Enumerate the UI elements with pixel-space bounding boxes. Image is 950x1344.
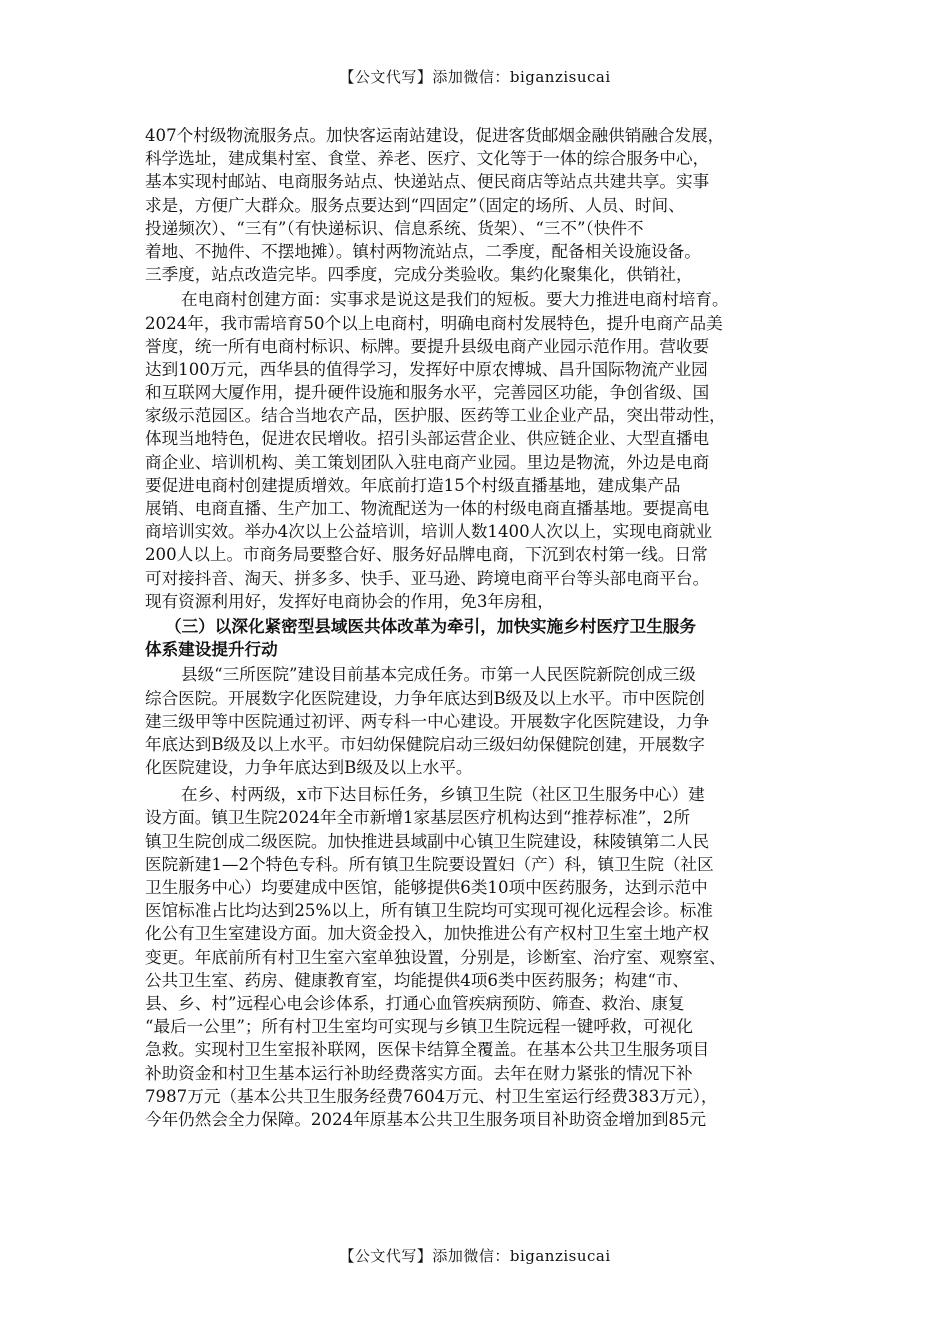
paragraph-line: 急救。实现村卫生室报补联网，医保卡结算全覆盖。在基本公共卫生服务项目 — [145, 1040, 710, 1060]
paragraph-line: 着地、不抛件、不摆地摊）。镇村两物流站点，二季度，配备相关设施设备。 — [145, 241, 701, 261]
paragraph-line: 商企业、培训机构、美工策划团队入驻电商产业园。里边是物流，外边是电商 — [145, 452, 710, 472]
paragraph-line: 三季度，站点改造完毕。四季度，完成分类验收。集约化聚集化，供销社， — [145, 265, 693, 285]
paragraph-line: 基本实现村邮站、电商服务站点、快递站点、便民商店等站点共建共享。实事 — [145, 172, 710, 192]
document-body — [145, 124, 810, 1131]
paragraph-line: 年底达到B级及以上水平。市妇幼保健院启动三级妇幼保健院创建，开展数字 — [145, 734, 705, 754]
paragraph-line: 200人以上。市商务局要整合好、服务好品牌电商，下沉到农村第一线。日常 — [145, 545, 708, 565]
paragraph-line: 体现当地特色，促进农民增收。招引头部运营企业、供应链企业、大型直播电 — [145, 429, 710, 449]
paragraph-line: 化医院建设，力争年底达到B级及以上水平。 — [145, 758, 473, 778]
paragraph-line: 商培训实效。举办4次以上公益培训，培训人数1400人次以上，实现电商就业 — [145, 522, 713, 542]
paragraph-line: 补助资金和村卫生基本运行补助经费落实方面。去年在财力紧张的情况下补 — [145, 1063, 693, 1083]
paragraph-line: 投递频次）、“三有”（有快递标识、信息系统、货架）、“三不”（快件不 — [145, 218, 644, 238]
paragraph-line: 镇卫生院创成二级医院。加快推进县域副中心镇卫生院建设，秣陵镇第二人民 — [145, 831, 710, 851]
paragraph-line: 现有资源利用好，发挥好电商协会的作用，免3年房租， — [145, 591, 554, 611]
paragraph-line: 在电商村创建方面：实事求是说这是我们的短板。要大力推进电商村培育。 — [181, 290, 729, 310]
paragraph-line: 家级示范园区。结合当地农产品，医护服、医药等工业企业产品，突出带动性， — [145, 406, 726, 426]
paragraph-line: “最后一公里”；所有村卫生室均可实现与乡镇卫生院远程一键呼救，可视化 — [145, 1017, 693, 1037]
paragraph-line: 可对接抖音、淘天、拼多多、快手、亚马逊、跨境电商平台等头部电商平台。 — [145, 568, 710, 588]
paragraph-line: 要促进电商村创建提质增效。年底前打造15个村级直播基地，建成集产品 — [145, 475, 681, 495]
paragraph-line: 407个村级物流服务点。加快客运南站建设，促进客货邮烟金融供销融合发展， — [145, 126, 725, 145]
paragraph-line: 科学选址，建成集村室、食堂、养老、医疗、文化等于一体的综合服务中心， — [145, 149, 710, 169]
paragraph-line: 达到100万元，西华县的值得学习，发挥好中原农博城、昌升国际物流产业园 — [145, 359, 708, 379]
page-header: 【公文代写】添加微信：biganzisucai — [339, 68, 611, 86]
paragraph-line: 建三级甲等中医院通过初评、两专科一中心建设。开展数字化医院建设，力争 — [145, 711, 710, 731]
page-footer: 【公文代写】添加微信：biganzisucai — [339, 1247, 611, 1265]
paragraph-line: 誉度，统一所有电商村标识、标牌。要提升县级电商产业园示范作用。营收要 — [145, 336, 710, 356]
section-heading-line: （三）以深化紧密型县域医共体改革为牵引，加快实施乡村医疗卫生服务 — [165, 615, 696, 636]
paragraph-line: 在乡、村两级，x市下达目标任务，乡镇卫生院（社区卫生服务中心）建 — [181, 785, 705, 805]
paragraph-line: 和互联网大厦作用，提升硬件设施和服务水平，完善园区功能，争创省级、国 — [145, 383, 710, 403]
paragraph-line: 县级“三所医院”建设目前基本完成任务。市第一人民医院新院创成三级 — [181, 665, 696, 685]
section-heading-line: 体系建设提升行动 — [145, 639, 278, 660]
paragraph-line: 今年仍然会全力保障。2024年原基本公共卫生服务项目补助资金增加到85元 — [145, 1109, 707, 1129]
paragraph-line: 卫生服务中心）均要建成中医馆，能够提供6类10项中医药服务，达到示范中 — [145, 878, 708, 897]
paragraph-line: 变更。年底前所有村卫生室六室单独设置，分别是，诊断室、治疗室、观察室、 — [145, 947, 726, 967]
paragraph-line: 公共卫生室、药房、健康教育室，均能提供4项6类中医药服务；构建“市、 — [145, 970, 690, 990]
paragraph-line: 县、乡、村”远程心电会诊体系，打通心血管疾病预防、筛查、救治、康复 — [145, 993, 685, 1013]
paragraph-line: 医馆标准占比均达到25%以上，所有镇卫生院均可实现可视化远程会诊。标准 — [145, 901, 713, 921]
paragraph-line: 展销、电商直播、生产加工、物流配送为一体的村级电商直播基地。要提高电 — [145, 499, 710, 518]
paragraph-line: 综合医院。开展数字化医院建设，力争年底达到B级及以上水平。市中医院创 — [145, 688, 705, 708]
paragraph-line: 2024年，我市需培育50个以上电商村，明确电商村发展特色，提升电商产品美 — [145, 313, 723, 333]
paragraph-line: 设方面。镇卫生院2024年全市新增1家基层医疗机构达到“推荐标准”，2所 — [145, 808, 690, 828]
paragraph-line: 化公有卫生室建设方面。加大资金投入，加快推进公有产权村卫生室土地产权 — [145, 924, 710, 944]
paragraph-line: 求是，方便广大群众。服务点要达到“四固定”（固定的场所、人员、时间、 — [145, 195, 685, 215]
paragraph-line: 医院新建1—2个特色专科。所有镇卫生院要设置妇（产）科，镇卫生院（社区 — [145, 854, 714, 874]
paragraph-line: 7987万元（基本公共卫生服务经费7604万元、村卫生室运行经费383万元）， — [145, 1086, 718, 1106]
